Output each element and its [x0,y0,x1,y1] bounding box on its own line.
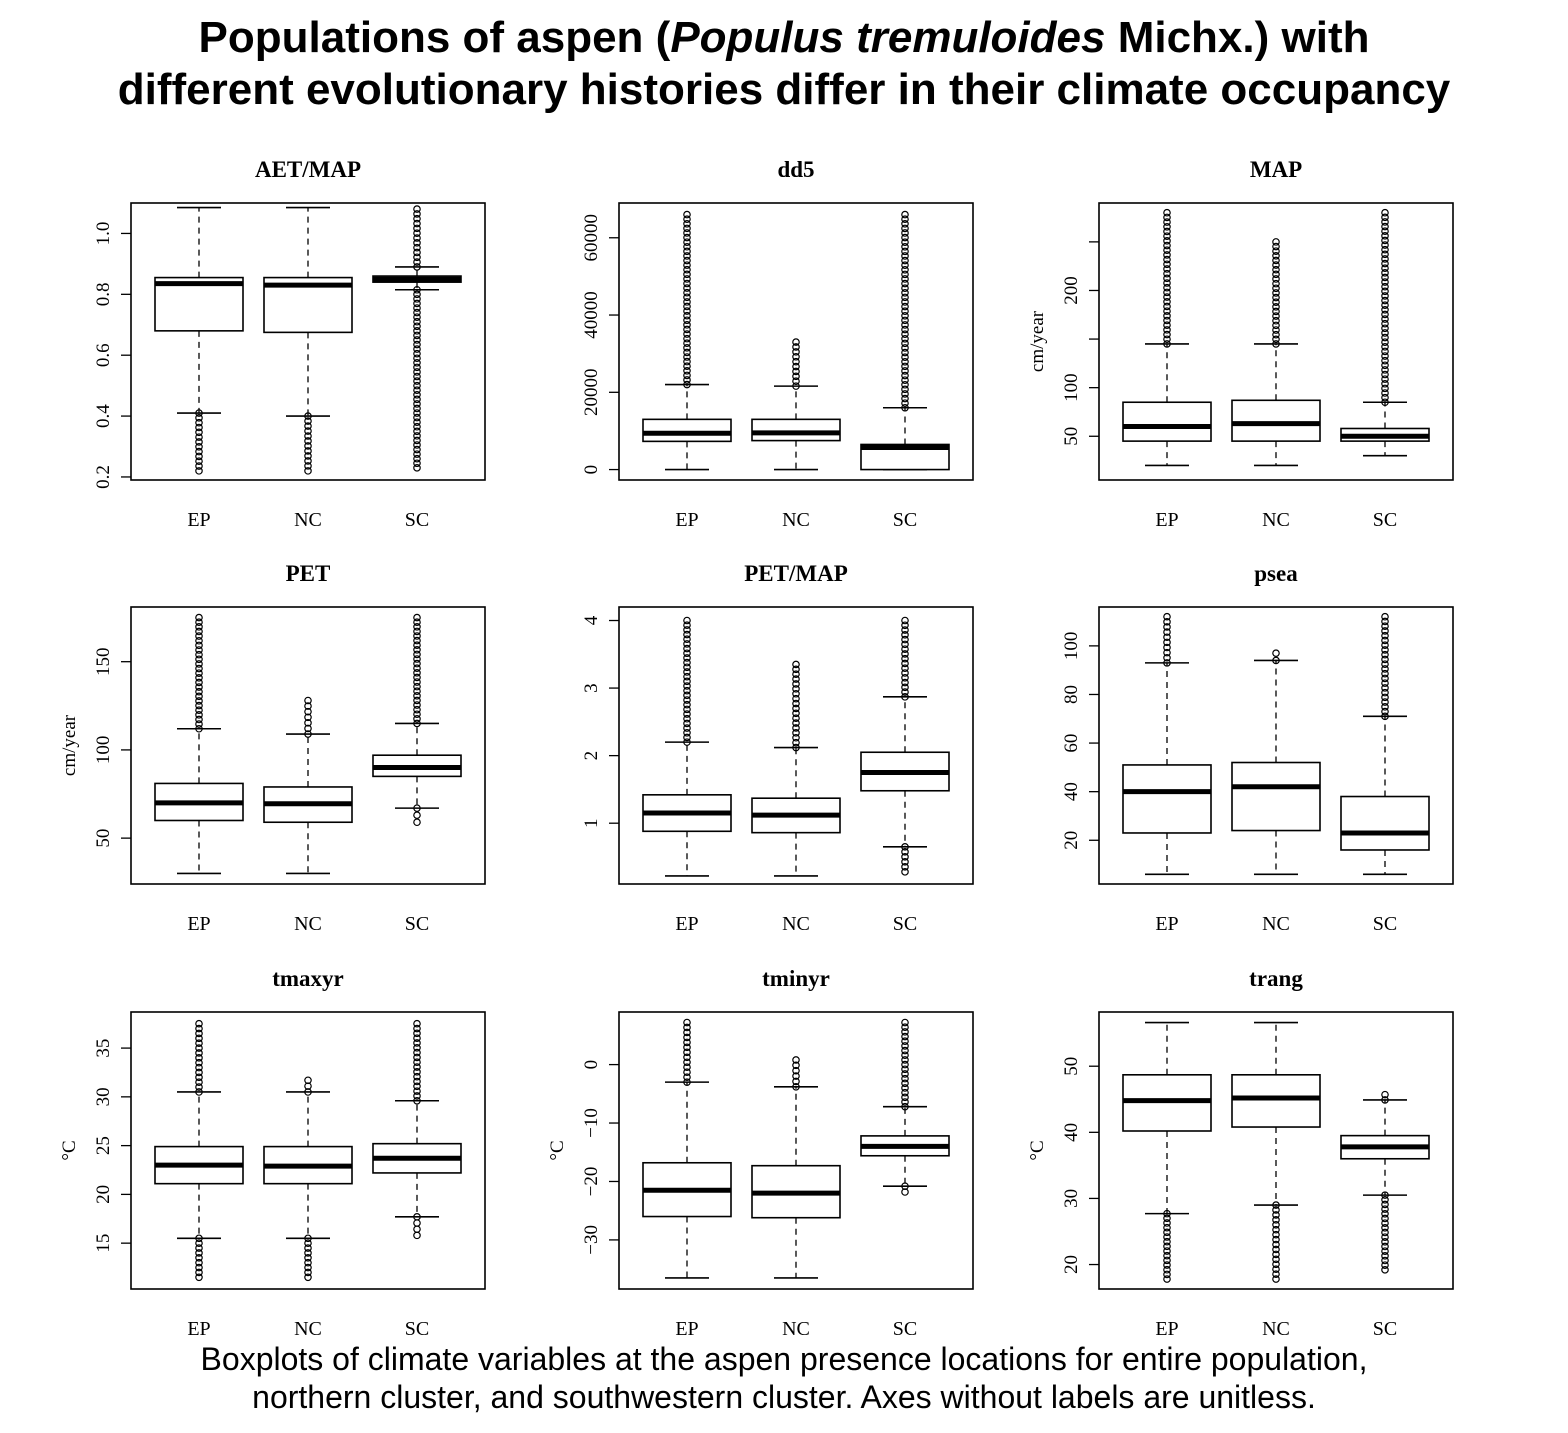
figure-title-species: Populus tremuloides [670,13,1106,62]
box-sc-tminyr [861,1019,949,1195]
y-tick-label-pet-map: 2 [581,750,602,761]
y-tick-label-trang: 40 [1061,1122,1082,1142]
box-ep-map [1123,210,1211,466]
panel-title-map: MAP [1249,157,1303,182]
y-tick-label-pet-map: 1 [581,818,602,828]
y-tick-label-tmaxyr: 35 [93,1038,114,1058]
panel-tminyr [547,966,973,1340]
x-tick-label-ep: EP [187,509,211,531]
plot-frame-pet [131,607,485,884]
outlier-point [1164,210,1170,216]
outlier-point [414,1232,420,1238]
figure-title-part-2: Michx.) with [1105,13,1370,62]
box-nc-trang [1232,1023,1320,1283]
box-sc-map [1341,210,1429,456]
outlier-point [902,211,908,217]
x-tick-label-nc: NC [782,509,810,531]
panel-map [1027,157,1453,531]
box-nc-psea [1232,650,1320,874]
figure-title-part-1: Populations of aspen ( [198,13,671,62]
panel-dd5 [581,157,973,531]
y-tick-label-tmaxyr: 30 [93,1087,114,1107]
box-sc-pet [373,614,461,825]
x-tick-label-ep: EP [675,509,699,531]
y-tick-label-tmaxyr: 15 [93,1233,114,1253]
box-sc-trang [1341,1091,1429,1273]
y-tick-label-aet-map: 0.4 [93,404,114,428]
y-axis-label-pet: cm/year [59,714,80,777]
y-tick-label-psea: 60 [1061,733,1082,753]
figure-title-line-2: different evolutionary histories differ in their climate occupancy [117,65,1451,114]
y-tick-label-aet-map: 0.8 [93,282,114,307]
x-tick-label-sc: SC [404,509,430,531]
y-tick-label-psea: 40 [1061,782,1082,802]
y-tick-label-map: 50 [1061,426,1082,446]
figure-caption [0,1340,1568,1416]
outlier-point [414,1226,420,1232]
box-ep-tmaxyr [155,1021,243,1281]
outlier-point [414,812,420,818]
box-nc-tmaxyr [264,1077,352,1280]
y-tick-label-tmaxyr: 20 [93,1184,114,1204]
y-tick-label-pet: 150 [93,647,114,676]
y-tick-label-pet-map: 4 [581,615,602,626]
panel-title-psea: psea [1254,561,1298,586]
x-tick-label-nc: NC [782,913,810,935]
x-tick-label-ep: EP [1155,509,1179,531]
x-tick-label-sc: SC [404,913,430,935]
panel-psea [1061,561,1453,935]
iqr-box [643,419,731,441]
box-ep-aet-map [155,208,243,475]
box-nc-map [1232,239,1320,466]
box-sc-psea [1341,614,1429,875]
y-axis-label-tmaxyr: °C [59,1140,80,1161]
x-tick-label-ep: EP [675,913,699,935]
y-tick-label-dd5: 20000 [581,368,602,417]
x-tick-label-sc: SC [1372,1318,1398,1340]
x-tick-label-sc: SC [892,1318,918,1340]
outlier-point [196,614,202,620]
box-ep-psea [1123,614,1211,875]
iqr-box [1232,763,1320,831]
y-axis-label-trang: °C [1027,1140,1048,1161]
panel-title-pet-map: PET/MAP [744,561,848,586]
iqr-box [1123,765,1211,833]
y-tick-label-pet: 100 [93,735,114,765]
outlier-point [1273,650,1279,656]
iqr-box [1232,400,1320,441]
y-axis-label-map: cm/year [1027,310,1048,373]
figure-caption-line-1: Boxplots of climate variables at the aspen presence locations for entire population, [200,1341,1368,1377]
y-tick-label-tminyr: −30 [581,1225,602,1255]
x-tick-label-nc: NC [1262,1318,1290,1340]
box-sc-dd5 [861,211,949,469]
y-tick-label-dd5: 60000 [581,214,602,262]
y-tick-label-tminyr: −20 [581,1166,602,1197]
y-tick-label-trang: 20 [1061,1255,1082,1275]
box-ep-dd5 [643,211,731,469]
panel-pet [59,561,485,935]
x-tick-label-nc: NC [1262,509,1290,531]
y-tick-label-trang: 30 [1061,1188,1082,1208]
box-ep-tminyr [643,1019,731,1278]
outlier-point [684,211,690,217]
box-ep-pet-map [643,617,731,876]
x-tick-label-ep: EP [187,913,211,935]
x-tick-label-sc: SC [892,913,918,935]
x-tick-label-nc: NC [294,913,322,935]
x-tick-label-nc: NC [782,1318,810,1340]
panel-title-dd5: dd5 [777,157,815,182]
panel-title-pet: PET [285,561,331,586]
outlier-point [902,617,908,623]
y-tick-label-psea: 20 [1061,830,1082,850]
box-ep-pet [155,614,243,873]
y-tick-label-psea: 80 [1061,684,1082,704]
y-tick-label-map: 100 [1061,373,1082,402]
panel-pet-map [581,561,973,935]
outlier-point [1273,239,1279,245]
panel-trang [1027,966,1453,1340]
x-tick-label-sc: SC [1372,913,1398,935]
panel-tmaxyr [59,966,485,1340]
outlier-point [414,614,420,620]
figure-caption-line-2: northern cluster, and southwestern cluster. Axes without labels are unitless. [252,1379,1316,1415]
panel-title-aet-map: AET/MAP [254,157,362,182]
x-tick-label-sc: SC [1372,509,1398,531]
y-tick-label-dd5: 0 [581,464,602,475]
outlier-point [414,206,420,212]
y-tick-label-tmaxyr: 25 [93,1136,114,1156]
iqr-box [1123,402,1211,441]
box-nc-tminyr [752,1057,840,1278]
x-tick-label-ep: EP [1155,1318,1179,1340]
x-tick-label-ep: EP [187,1318,211,1340]
outlier-point [414,819,420,825]
y-tick-label-tminyr: 0 [581,1059,602,1070]
box-sc-aet-map [373,206,461,471]
box-nc-aet-map [264,208,352,475]
y-tick-label-aet-map: 0.2 [93,465,114,489]
y-tick-label-tminyr: −10 [581,1108,602,1138]
x-tick-label-ep: EP [1155,913,1179,935]
panel-title-trang: trang [1249,966,1303,991]
iqr-box [752,419,840,440]
box-nc-dd5 [752,339,840,470]
y-tick-label-aet-map: 1.0 [93,221,114,246]
y-tick-label-dd5: 40000 [581,291,602,339]
x-tick-label-nc: NC [1262,913,1290,935]
y-tick-label-pet: 50 [93,828,114,848]
iqr-box [1232,1075,1320,1127]
box-nc-pet [264,697,352,873]
y-axis-label-tminyr: °C [547,1140,568,1161]
x-tick-label-nc: NC [294,509,322,531]
outlier-point [414,1021,420,1027]
box-sc-pet-map [861,617,949,875]
y-tick-label-aet-map: 0.6 [93,343,114,368]
panel-aet-map [93,157,485,531]
panel-title-tmaxyr: tmaxyr [272,966,344,991]
box-sc-tmaxyr [373,1021,461,1239]
x-tick-label-sc: SC [404,1318,430,1340]
y-tick-label-trang: 50 [1061,1056,1082,1076]
outlier-point [1382,210,1388,216]
x-tick-label-nc: NC [294,1318,322,1340]
iqr-box [1341,797,1429,850]
outlier-point [1382,614,1388,620]
box-ep-trang [1123,1023,1211,1283]
x-tick-label-ep: EP [675,1318,699,1340]
y-tick-label-psea: 100 [1061,631,1082,661]
box-nc-pet-map [752,661,840,876]
y-tick-label-pet-map: 3 [581,683,602,693]
outlier-point [414,1220,420,1226]
panel-title-tminyr: tminyr [762,966,830,991]
outlier-point [684,617,690,623]
y-tick-label-map: 200 [1061,276,1082,305]
x-tick-label-sc: SC [892,509,918,531]
outlier-point [902,1019,908,1025]
